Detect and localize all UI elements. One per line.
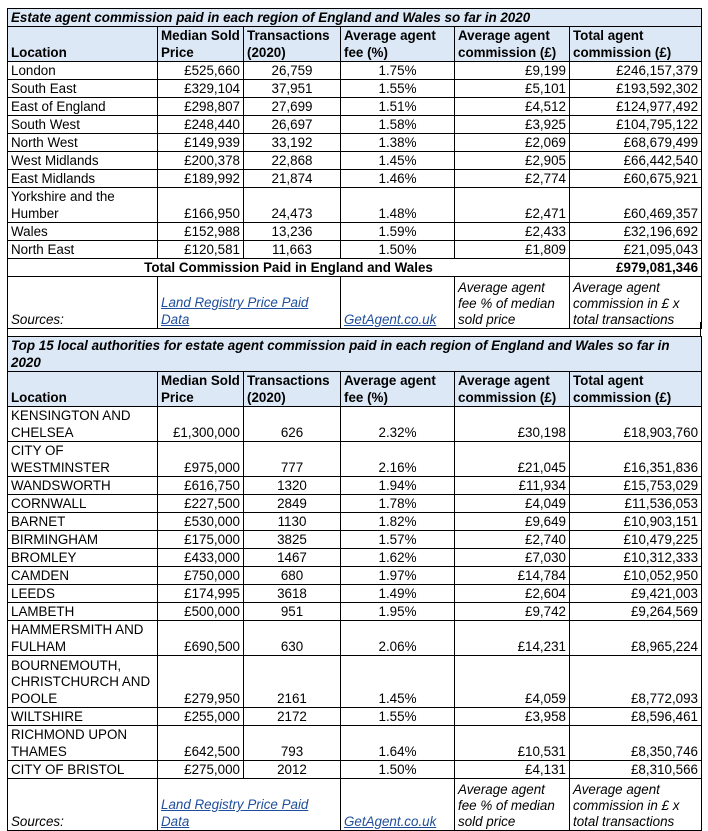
land-registry-link[interactable]: Land Registry Price Paid Data bbox=[161, 797, 309, 829]
fee-cell: 1.97% bbox=[341, 567, 455, 585]
median-price-cell: £1,300,000 bbox=[158, 407, 244, 442]
transactions-cell: 26,759 bbox=[244, 62, 341, 80]
avg-commission-cell: £14,784 bbox=[455, 567, 570, 585]
avg-commission-cell: £11,934 bbox=[455, 477, 570, 495]
fee-cell: 1.75% bbox=[341, 62, 455, 80]
column-header: Total agent commission (£) bbox=[570, 372, 702, 407]
total-note: Average agent commission in £ x total transactions bbox=[570, 779, 702, 831]
fee-cell: 1.62% bbox=[341, 549, 455, 567]
table-row bbox=[8, 531, 702, 549]
location-cell: North East bbox=[8, 241, 158, 259]
fee-cell: 1.59% bbox=[341, 223, 455, 241]
transactions-cell: 27,699 bbox=[244, 98, 341, 116]
total-commission-cell: £8,772,093 bbox=[570, 656, 702, 708]
avg-commission-cell: £1,809 bbox=[455, 241, 570, 259]
location-cell: Wales bbox=[8, 223, 158, 241]
avg-commission-cell: £9,742 bbox=[455, 603, 570, 621]
median-price-cell: £174,995 bbox=[158, 585, 244, 603]
column-header: Average agent commission (£) bbox=[455, 372, 570, 407]
fee-cell: 1.94% bbox=[341, 477, 455, 495]
fee-cell: 1.50% bbox=[341, 241, 455, 259]
transactions-cell: 2172 bbox=[244, 708, 341, 726]
sources-label: Sources: bbox=[8, 779, 158, 831]
total-commission-cell: £68,679,499 bbox=[570, 134, 702, 152]
fee-cell: 1.64% bbox=[341, 726, 455, 761]
avg-commission-cell: £5,101 bbox=[455, 80, 570, 98]
table-row bbox=[8, 708, 702, 726]
local-authority-commission-table bbox=[7, 336, 702, 831]
location-cell: BROMLEY bbox=[8, 549, 158, 567]
fee-note: Average agent fee % of median sold price bbox=[455, 277, 570, 329]
median-price-cell: £329,104 bbox=[158, 80, 244, 98]
table-row bbox=[8, 407, 702, 442]
median-price-cell: £975,000 bbox=[158, 442, 244, 477]
transactions-cell: 11,663 bbox=[244, 241, 341, 259]
column-header: Location bbox=[8, 27, 158, 62]
location-cell: WILTSHIRE bbox=[8, 708, 158, 726]
table-row bbox=[8, 567, 702, 585]
table-row bbox=[8, 152, 702, 170]
avg-commission-cell: £4,059 bbox=[455, 656, 570, 708]
column-header: Location bbox=[8, 372, 158, 407]
column-header: Average agent fee (%) bbox=[341, 372, 455, 407]
transactions-cell: 37,951 bbox=[244, 80, 341, 98]
transactions-cell: 26,697 bbox=[244, 116, 341, 134]
table-row bbox=[8, 62, 702, 80]
median-price-cell: £189,992 bbox=[158, 170, 244, 188]
location-cell: CITY OF BRISTOL bbox=[8, 761, 158, 779]
table-row bbox=[8, 549, 702, 567]
transactions-cell: 2849 bbox=[244, 495, 341, 513]
location-cell: CITY OF WESTMINSTER bbox=[8, 442, 158, 477]
total-commission-cell: £10,903,151 bbox=[570, 513, 702, 531]
avg-commission-cell: £10,531 bbox=[455, 726, 570, 761]
table-row bbox=[8, 116, 702, 134]
table-row bbox=[8, 477, 702, 495]
table-row bbox=[8, 761, 702, 779]
median-price-cell: £525,660 bbox=[158, 62, 244, 80]
location-cell: Yorkshire and the Humber bbox=[8, 188, 158, 223]
transactions-cell: 2161 bbox=[244, 656, 341, 708]
fee-cell: 1.45% bbox=[341, 656, 455, 708]
total-commission-cell: £8,596,461 bbox=[570, 708, 702, 726]
fee-cell: 1.55% bbox=[341, 80, 455, 98]
location-cell: HAMMERSMITH AND FULHAM bbox=[8, 621, 158, 656]
total-commission-cell: £8,965,224 bbox=[570, 621, 702, 656]
avg-commission-cell: £7,030 bbox=[455, 549, 570, 567]
avg-commission-cell: £2,433 bbox=[455, 223, 570, 241]
table-row bbox=[8, 134, 702, 152]
table-row bbox=[8, 656, 702, 708]
fee-cell: 2.06% bbox=[341, 621, 455, 656]
avg-commission-cell: £21,045 bbox=[455, 442, 570, 477]
total-commission-cell: £15,753,029 bbox=[570, 477, 702, 495]
location-cell: BARNET bbox=[8, 513, 158, 531]
source-link-cell bbox=[158, 277, 341, 329]
location-cell: LEEDS bbox=[8, 585, 158, 603]
column-header: Transactions (2020) bbox=[244, 372, 341, 407]
median-price-cell: £200,378 bbox=[158, 152, 244, 170]
table-row bbox=[8, 585, 702, 603]
table-row bbox=[8, 513, 702, 531]
location-cell: CAMDEN bbox=[8, 567, 158, 585]
avg-commission-cell: £3,958 bbox=[455, 708, 570, 726]
avg-commission-cell: £14,231 bbox=[455, 621, 570, 656]
avg-commission-cell: £9,199 bbox=[455, 62, 570, 80]
table-row bbox=[8, 188, 702, 223]
fee-cell: 1.78% bbox=[341, 495, 455, 513]
getagent-link[interactable]: GetAgent.co.uk bbox=[344, 813, 437, 829]
median-price-cell: £275,000 bbox=[158, 761, 244, 779]
transactions-cell: 626 bbox=[244, 407, 341, 442]
total-commission-cell: £8,310,566 bbox=[570, 761, 702, 779]
total-commission-cell: £10,312,333 bbox=[570, 549, 702, 567]
total-commission-cell: £10,479,225 bbox=[570, 531, 702, 549]
column-header: Total agent commission (£) bbox=[570, 27, 702, 62]
column-header: Transactions (2020) bbox=[244, 27, 341, 62]
column-header: Median Sold Price bbox=[158, 372, 244, 407]
fee-cell: 1.45% bbox=[341, 152, 455, 170]
total-commission-cell: £11,536,053 bbox=[570, 495, 702, 513]
transactions-cell: 1320 bbox=[244, 477, 341, 495]
avg-commission-cell: £2,740 bbox=[455, 531, 570, 549]
source-link-cell bbox=[341, 779, 455, 831]
fee-cell: 1.38% bbox=[341, 134, 455, 152]
avg-commission-cell: £4,512 bbox=[455, 98, 570, 116]
source-link-cell bbox=[341, 277, 455, 329]
fee-cell: 1.95% bbox=[341, 603, 455, 621]
location-cell: KENSINGTON AND CHELSEA bbox=[8, 407, 158, 442]
land-registry-link[interactable]: Land Registry Price Paid Data bbox=[161, 295, 309, 327]
sources-label: Sources: bbox=[8, 277, 158, 329]
transactions-cell: 777 bbox=[244, 442, 341, 477]
transactions-cell: 24,473 bbox=[244, 188, 341, 223]
transactions-cell: 33,192 bbox=[244, 134, 341, 152]
transactions-cell: 1130 bbox=[244, 513, 341, 531]
table-row bbox=[8, 495, 702, 513]
fee-cell: 1.57% bbox=[341, 531, 455, 549]
transactions-cell: 630 bbox=[244, 621, 341, 656]
avg-commission-cell: £4,049 bbox=[455, 495, 570, 513]
total-commission-cell: £60,675,921 bbox=[570, 170, 702, 188]
total-commission-cell: £193,592,302 bbox=[570, 80, 702, 98]
transactions-cell: 951 bbox=[244, 603, 341, 621]
location-cell: WANDSWORTH bbox=[8, 477, 158, 495]
avg-commission-cell: £3,925 bbox=[455, 116, 570, 134]
median-price-cell: £298,807 bbox=[158, 98, 244, 116]
avg-commission-cell: £2,774 bbox=[455, 170, 570, 188]
avg-commission-cell: £2,905 bbox=[455, 152, 570, 170]
table-row bbox=[8, 170, 702, 188]
column-header: Average agent fee (%) bbox=[341, 27, 455, 62]
avg-commission-cell: £2,604 bbox=[455, 585, 570, 603]
location-cell: CORNWALL bbox=[8, 495, 158, 513]
total-commission-cell: £10,052,950 bbox=[570, 567, 702, 585]
table-row bbox=[8, 603, 702, 621]
table-row bbox=[8, 241, 702, 259]
median-price-cell: £500,000 bbox=[158, 603, 244, 621]
total-commission-cell: £8,350,746 bbox=[570, 726, 702, 761]
total-commission-cell: £32,196,692 bbox=[570, 223, 702, 241]
transactions-cell: 680 bbox=[244, 567, 341, 585]
header-row bbox=[8, 372, 702, 407]
getagent-link[interactable]: GetAgent.co.uk bbox=[344, 311, 437, 327]
location-cell: South East bbox=[8, 80, 158, 98]
table-row bbox=[8, 442, 702, 477]
total-commission-cell: £246,157,379 bbox=[570, 62, 702, 80]
avg-commission-cell: £4,131 bbox=[455, 761, 570, 779]
total-commission-cell: £60,469,357 bbox=[570, 188, 702, 223]
table-row bbox=[8, 98, 702, 116]
fee-cell: 2.16% bbox=[341, 442, 455, 477]
fee-cell: 1.50% bbox=[341, 761, 455, 779]
sources-row bbox=[8, 779, 702, 831]
median-price-cell: £255,000 bbox=[158, 708, 244, 726]
median-price-cell: £227,500 bbox=[158, 495, 244, 513]
total-commission-cell: £21,095,043 bbox=[570, 241, 702, 259]
median-price-cell: £690,500 bbox=[158, 621, 244, 656]
total-commission-cell: £104,795,122 bbox=[570, 116, 702, 134]
fee-cell: 2.32% bbox=[341, 407, 455, 442]
spacer-row bbox=[7, 322, 701, 336]
location-cell: BOURNEMOUTH, CHRISTCHURCH AND POOLE bbox=[8, 656, 158, 708]
transactions-cell: 21,874 bbox=[244, 170, 341, 188]
table-row bbox=[8, 726, 702, 761]
total-label: Total Commission Paid in England and Wales bbox=[8, 259, 570, 277]
median-price-cell: £642,500 bbox=[158, 726, 244, 761]
avg-commission-cell: £9,649 bbox=[455, 513, 570, 531]
transactions-cell: 1467 bbox=[244, 549, 341, 567]
median-price-cell: £248,440 bbox=[158, 116, 244, 134]
total-commission-cell: £66,442,540 bbox=[570, 152, 702, 170]
transactions-cell: 793 bbox=[244, 726, 341, 761]
column-header: Median Sold Price bbox=[158, 27, 244, 62]
location-cell: RICHMOND UPON THAMES bbox=[8, 726, 158, 761]
fee-cell: 1.51% bbox=[341, 98, 455, 116]
header-row bbox=[8, 27, 702, 62]
table-row bbox=[8, 223, 702, 241]
column-header: Average agent commission (£) bbox=[455, 27, 570, 62]
total-commission-cell: £9,421,003 bbox=[570, 585, 702, 603]
region-commission-table bbox=[7, 8, 702, 329]
total-commission-cell: £16,351,836 bbox=[570, 442, 702, 477]
location-cell: BIRMINGHAM bbox=[8, 531, 158, 549]
median-price-cell: £616,750 bbox=[158, 477, 244, 495]
table-title: Top 15 local authorities for estate agent commission paid in each region of England and Wales so far in 2020 bbox=[8, 337, 702, 372]
total-row bbox=[8, 259, 702, 277]
avg-commission-cell: £30,198 bbox=[455, 407, 570, 442]
location-cell: LAMBETH bbox=[8, 603, 158, 621]
fee-cell: 1.48% bbox=[341, 188, 455, 223]
fee-cell: 1.82% bbox=[341, 513, 455, 531]
fee-cell: 1.46% bbox=[341, 170, 455, 188]
median-price-cell: £279,950 bbox=[158, 656, 244, 708]
avg-commission-cell: £2,471 bbox=[455, 188, 570, 223]
total-commission-cell: £124,977,492 bbox=[570, 98, 702, 116]
median-price-cell: £120,581 bbox=[158, 241, 244, 259]
fee-note: Average agent fee % of median sold price bbox=[455, 779, 570, 831]
total-note: Average agent commission in £ x total transactions bbox=[570, 277, 702, 329]
fee-cell: 1.55% bbox=[341, 708, 455, 726]
location-cell: West Midlands bbox=[8, 152, 158, 170]
median-price-cell: £149,939 bbox=[158, 134, 244, 152]
sources-row bbox=[8, 277, 702, 329]
table-row bbox=[8, 80, 702, 98]
total-commission-cell: £9,264,569 bbox=[570, 603, 702, 621]
fee-cell: 1.58% bbox=[341, 116, 455, 134]
median-price-cell: £166,950 bbox=[158, 188, 244, 223]
median-price-cell: £433,000 bbox=[158, 549, 244, 567]
source-link-cell bbox=[158, 779, 341, 831]
fee-cell: 1.49% bbox=[341, 585, 455, 603]
transactions-cell: 2012 bbox=[244, 761, 341, 779]
location-cell: East of England bbox=[8, 98, 158, 116]
total-commission-cell: £18,903,760 bbox=[570, 407, 702, 442]
transactions-cell: 13,236 bbox=[244, 223, 341, 241]
transactions-cell: 3825 bbox=[244, 531, 341, 549]
location-cell: North West bbox=[8, 134, 158, 152]
table-row bbox=[8, 621, 702, 656]
transactions-cell: 3618 bbox=[244, 585, 341, 603]
transactions-cell: 22,868 bbox=[244, 152, 341, 170]
total-value: £979,081,346 bbox=[570, 259, 702, 277]
avg-commission-cell: £2,069 bbox=[455, 134, 570, 152]
median-price-cell: £175,000 bbox=[158, 531, 244, 549]
location-cell: South West bbox=[8, 116, 158, 134]
table-title: Estate agent commission paid in each region of England and Wales so far in 2020 bbox=[8, 9, 702, 27]
median-price-cell: £530,000 bbox=[158, 513, 244, 531]
location-cell: East Midlands bbox=[8, 170, 158, 188]
location-cell: London bbox=[8, 62, 158, 80]
median-price-cell: £152,988 bbox=[158, 223, 244, 241]
median-price-cell: £750,000 bbox=[158, 567, 244, 585]
